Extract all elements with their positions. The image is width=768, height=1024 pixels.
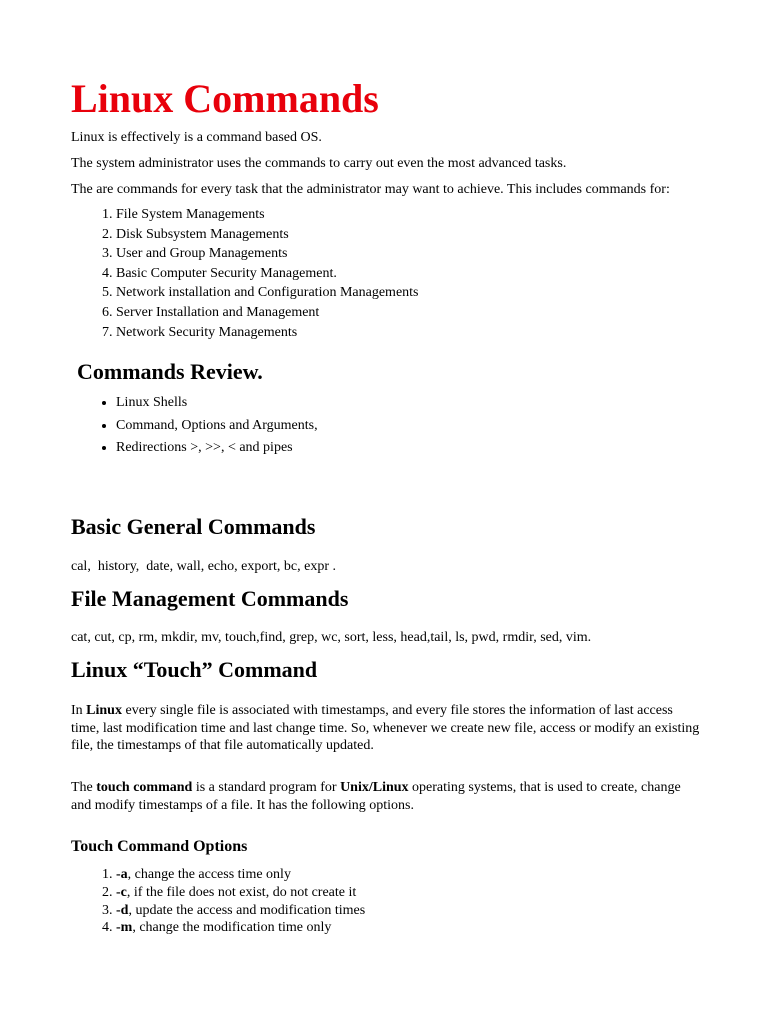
intro-paragraph-2: The system administrator uses the commands to carry out even the most advanced tasks. xyxy=(71,156,567,171)
bold-linux: Linux xyxy=(86,703,122,718)
intro-paragraph-3: The are commands for every task that the administrator may want to achieve. This includes commands for: xyxy=(71,182,670,197)
list-item xyxy=(116,866,746,884)
list-item: • Redirections >, >>, < and pipes xyxy=(116,437,701,460)
option-flag: -m xyxy=(116,920,133,936)
option-flag: -c xyxy=(116,884,127,900)
file-management-list: cat, cut, cp, rm, mkdir, mv, touch,find, grep, wc, sort, less, head,tail, ls, pwd, rmdir, sed, vim. xyxy=(71,630,592,645)
page-title: Linux Commands xyxy=(71,76,379,121)
option-flag: -a xyxy=(116,867,128,882)
option-desc: , change the access time only xyxy=(127,867,291,882)
list-item: 6. Server Installation and Management xyxy=(116,303,701,323)
list-item: • Linux Shells xyxy=(116,392,701,415)
option-desc: , update the access and modification times xyxy=(128,902,366,918)
text-span: The xyxy=(71,780,97,795)
list-item: 1. File System Managements xyxy=(116,205,701,225)
option-desc: , change the modification time only xyxy=(132,920,332,936)
document-body xyxy=(71,74,701,460)
text-span: is a standard program for xyxy=(192,780,341,795)
list-item: 7. Network Security Managements xyxy=(116,323,701,343)
touch-command-heading: Linux “Touch” Command xyxy=(71,657,318,682)
list-item: 3. User and Group Managements xyxy=(116,244,701,264)
option-desc: , if the file does not exist, do not create it xyxy=(126,884,357,900)
touch-paragraph-2 xyxy=(71,779,701,814)
list-item: 5. Network installation and Configuration Managements xyxy=(116,283,701,303)
bold-touch-command: touch command xyxy=(96,780,193,795)
list-item: 2. Disk Subsystem Managements xyxy=(116,225,701,245)
file-management-heading: File Management Commands xyxy=(71,586,349,611)
list-item: • Command, Options and Arguments, xyxy=(116,415,701,438)
basic-commands-heading: Basic General Commands xyxy=(71,514,316,539)
text-span: every single file is associated with timestamps, and every file stores the information of last access time, last modification time and last change time. So, whenever we create new file, access or modify an existing file, the timestamps of that file automatically updated. xyxy=(71,703,700,753)
list-item: 4. Basic Computer Security Management. xyxy=(116,264,701,284)
bold-unix-linux: Unix/Linux xyxy=(340,780,409,795)
touch-paragraph-1 xyxy=(71,702,701,755)
text-span: operating systems, that is used to create, change and modify timestamps of a file. It has the following options. xyxy=(71,780,681,813)
touch-options-list xyxy=(71,866,746,937)
review-list xyxy=(71,392,701,460)
text-span: In xyxy=(71,703,87,718)
list-item xyxy=(116,902,746,920)
basic-commands-list: cal, history, date, wall, echo, export, bc, expr . xyxy=(71,559,337,574)
option-flag: -d xyxy=(116,902,129,918)
touch-options-heading: Touch Command Options xyxy=(71,838,248,855)
list-item xyxy=(116,919,746,937)
review-heading: Commands Review. xyxy=(77,359,263,385)
list-item xyxy=(116,884,746,902)
intro-paragraph-1: Linux is effectively is a command based OS. xyxy=(71,130,322,145)
task-list xyxy=(71,205,701,342)
